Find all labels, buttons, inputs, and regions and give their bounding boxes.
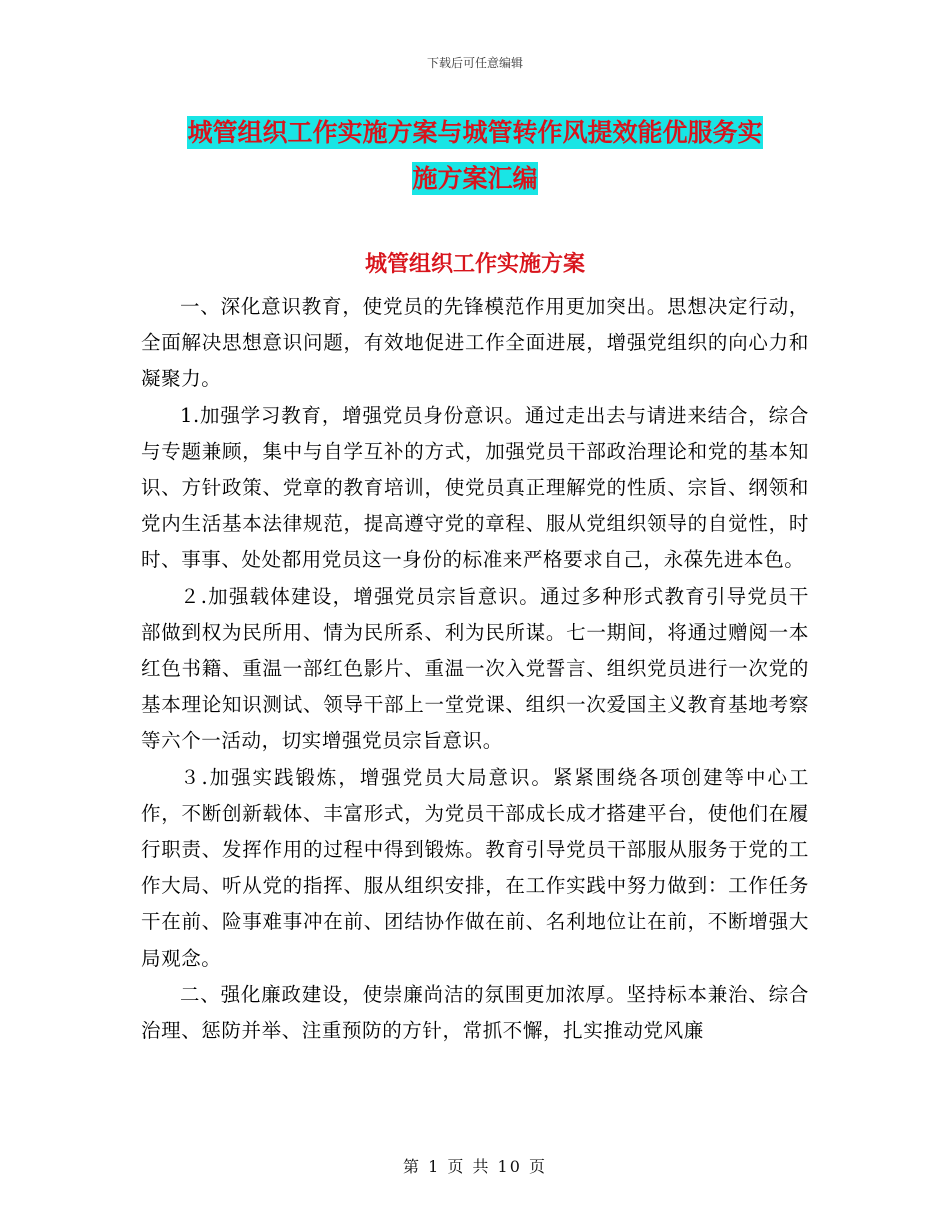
title-line-1: 城管组织工作实施方案与城管转作风提效能优服务实 [187, 118, 763, 147]
section-title: 城管组织工作实施方案 [364, 252, 585, 277]
paragraph: 一、深化意识教育，使党员的先锋模范作用更加突出。思想决定行动，全面解决思想意识问题，有效地促进工作全面进展，增强党组织的向心力和凝聚力。 [141, 295, 809, 391]
title-line-2: 施方案汇编 [412, 164, 538, 193]
paragraph: 1.加强学习教育，增强党员身份意识。通过走出去与请进来结合，综合与专题兼顾，集中与自学互补的方式，加强党员干部政治理论和党的基本知识、方针政策、党章的教育培训，使党员真正理解党的性质、宗旨、纲领和党内生活基本法律规范，提高遵守党的章程、服从党组织领导的自觉性，时时、事事、处处都用党员这一身份的标准来严格要求自己，永葆先进本色。 [141, 403, 809, 572]
paragraph: 二、强化廉政建设，使崇廉尚洁的氛围更加浓厚。坚持标本兼治、综合治理、惩防并举、注重预防的方针，常抓不懈，扎实推动党风廉 [141, 982, 809, 1043]
header-note: 下载后可任意编辑 [426, 56, 523, 70]
paragraph: ３.加强实践锻炼，增强党员大局意识。紧紧围绕各项创建等中心工作，不断创新载体、丰富形式，为党员干部成长成才搭建平台，使他们在履行职责、发挥作用的过程中得到锻炼。教育引导党员干部服从服务于党的工作大局、听从党的指挥、服从组织安排，在工作实践中努力做到：工作任务干在前、险事难事冲在前、团结协作做在前、名利地位让在前，不断增强大局观念。 [141, 765, 809, 970]
document-title [140, 110, 810, 202]
paragraph: ２.加强载体建设，增强党员宗旨意识。通过多种形式教育引导党员干部做到权为民所用、情为民所系、利为民所谋。七一期间，将通过赠阅一本红色书籍、重温一部红色影片、重温一次入党誓言、组织党员进行一次党的基本理论知识测试、领导干部上一堂党课、组织一次爱国主义教育基地考察等六个一活动，切实增强党员宗旨意识。 [141, 584, 809, 753]
page-number-footer: 第 1 页 共 10 页 [403, 1157, 547, 1176]
document-body [141, 289, 809, 1049]
